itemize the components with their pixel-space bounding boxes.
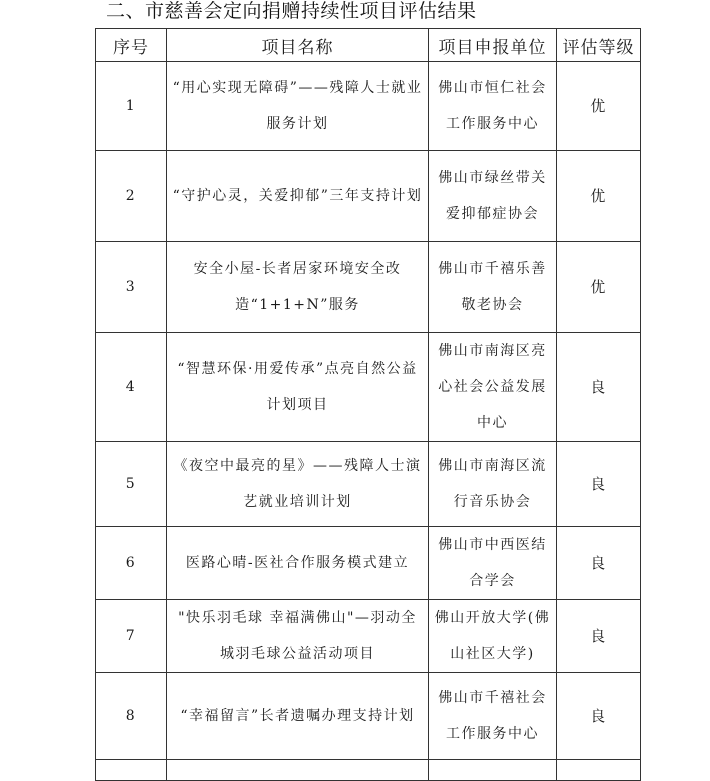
table-row xyxy=(96,527,641,600)
row-project-name: 《夜空中最亮的星》——残障人士演艺就业培训计划 xyxy=(167,442,429,527)
header-grade: 评估等级 xyxy=(557,29,641,62)
row-project-name: “用心实现无障碍”——残障人士就业服务计划 xyxy=(167,62,429,151)
table-row xyxy=(96,673,641,760)
row-applicant-unit: 佛山市中西医结合学会 xyxy=(429,527,557,600)
row-grade: 良 xyxy=(557,333,641,442)
header-no: 序号 xyxy=(96,29,167,62)
row-applicant-unit: 佛山市南海区亮心社会公益发展中心 xyxy=(429,333,557,442)
row-grade: 良 xyxy=(557,442,641,527)
row-grade: 良 xyxy=(557,527,641,600)
empty-cell xyxy=(557,760,641,781)
empty-cell xyxy=(96,760,167,781)
row-no: 6 xyxy=(96,527,167,600)
header-applicant-unit: 项目申报单位 xyxy=(429,29,557,62)
empty-cell xyxy=(167,760,429,781)
table-row xyxy=(96,333,641,442)
row-grade: 优 xyxy=(557,242,641,333)
empty-cell xyxy=(429,760,557,781)
row-no: 3 xyxy=(96,242,167,333)
section-title: 二、市慈善会定向捐赠持续性项目评估结果 xyxy=(106,0,477,22)
row-project-name: “智慧环保·用爱传承”点亮自然公益计划项目 xyxy=(167,333,429,442)
row-applicant-unit: 佛山市千禧社会工作服务中心 xyxy=(429,673,557,760)
row-no: 7 xyxy=(96,600,167,673)
table-row xyxy=(96,600,641,673)
row-no: 5 xyxy=(96,442,167,527)
row-applicant-unit: 佛山市恒仁社会工作服务中心 xyxy=(429,62,557,151)
row-grade: 良 xyxy=(557,600,641,673)
table-row xyxy=(96,442,641,527)
row-no: 2 xyxy=(96,151,167,242)
table-row-partial xyxy=(96,760,641,781)
header-project-name: 项目名称 xyxy=(167,29,429,62)
table-row xyxy=(96,151,641,242)
row-no: 1 xyxy=(96,62,167,151)
row-no: 8 xyxy=(96,673,167,760)
row-no: 4 xyxy=(96,333,167,442)
row-grade: 良 xyxy=(557,673,641,760)
row-project-name: “幸福留言”长者遗嘱办理支持计划 xyxy=(167,673,429,760)
row-applicant-unit: 佛山市绿丝带关爱抑郁症协会 xyxy=(429,151,557,242)
row-applicant-unit: 佛山市千禧乐善敬老协会 xyxy=(429,242,557,333)
row-applicant-unit: 佛山市南海区流行音乐协会 xyxy=(429,442,557,527)
row-grade: 优 xyxy=(557,62,641,151)
row-project-name: "快乐羽毛球 幸福满佛山"—羽动全城羽毛球公益活动项目 xyxy=(167,600,429,673)
table-row xyxy=(96,242,641,333)
row-project-name: 医路心晴-医社合作服务模式建立 xyxy=(167,527,429,600)
row-grade: 优 xyxy=(557,151,641,242)
evaluation-table xyxy=(95,28,641,781)
row-applicant-unit: 佛山开放大学(佛山社区大学) xyxy=(429,600,557,673)
row-project-name: “守护心灵，关爱抑郁”三年支持计划 xyxy=(167,151,429,242)
table-header-row xyxy=(96,29,641,62)
table-row xyxy=(96,62,641,151)
row-project-name: 安全小屋-长者居家环境安全改造“1+1+N”服务 xyxy=(167,242,429,333)
